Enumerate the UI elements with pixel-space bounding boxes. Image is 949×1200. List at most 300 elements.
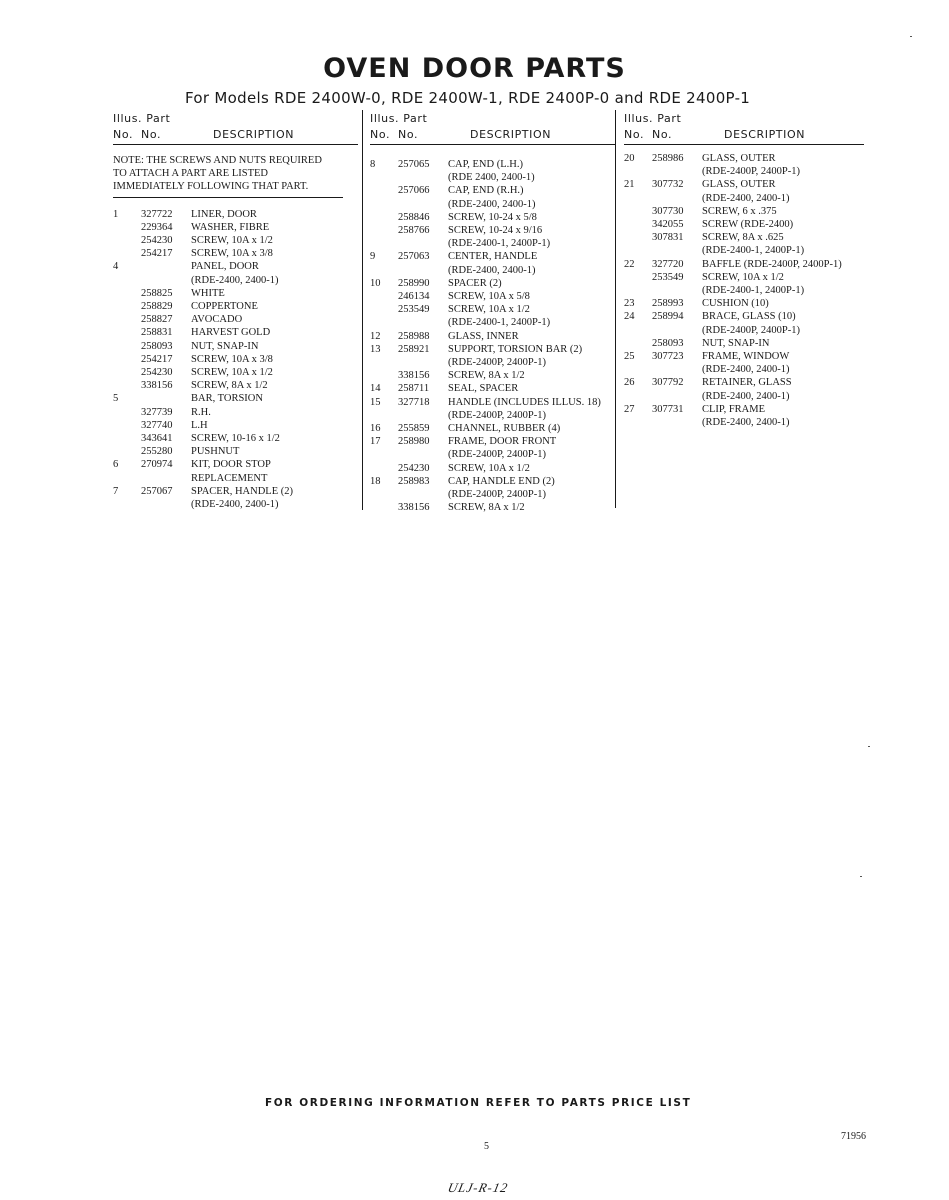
part-number — [398, 356, 448, 369]
illus-number — [624, 205, 652, 218]
scan-speck — [860, 876, 862, 877]
part-row — [370, 198, 615, 211]
illus-number: 12 — [370, 330, 381, 342]
illus-number — [370, 316, 398, 329]
header-part-no: No. — [141, 128, 162, 141]
part-row — [624, 403, 864, 416]
part-row — [624, 310, 864, 323]
part-number: 270974 — [141, 459, 173, 471]
illus-number — [370, 303, 398, 316]
part-number: 258827 — [141, 314, 173, 326]
illus-number — [370, 501, 398, 514]
part-description: SCREW, 10A x 1/2 — [191, 235, 273, 247]
part-row — [624, 416, 864, 429]
header-rule — [624, 144, 864, 145]
part-number — [398, 264, 448, 277]
part-row — [370, 277, 615, 290]
header-description: DESCRIPTION — [470, 128, 552, 141]
part-row — [370, 303, 615, 316]
part-row — [370, 250, 615, 263]
illus-number — [624, 192, 652, 205]
part-number: 258988 — [398, 330, 430, 342]
part-description: SCREW, 10A x 5/8 — [448, 291, 530, 303]
illus-number — [113, 247, 141, 260]
part-row — [113, 300, 358, 313]
part-description: (RDE-2400, 2400-1) — [702, 364, 790, 376]
illus-number — [370, 184, 398, 197]
illus-number — [113, 221, 141, 234]
note-line: NOTE: THE SCREWS AND NUTS REQUIRED — [113, 155, 322, 166]
part-number: 327720 — [652, 258, 684, 270]
part-description: SCREW, 8A x 1/2 — [448, 502, 525, 514]
part-row — [624, 390, 864, 403]
part-description: SUPPORT, TORSION BAR (2) — [448, 343, 583, 355]
column-divider — [615, 110, 616, 508]
illus-number — [113, 340, 141, 353]
part-description: (RDE-2400-1, 2400P-1) — [702, 245, 805, 257]
part-row — [113, 247, 358, 260]
part-number: 258829 — [141, 301, 173, 313]
part-number: 257066 — [398, 185, 430, 197]
part-row — [370, 184, 615, 197]
page-subtitle: For Models RDE 2400W-0, RDE 2400W-1, RDE 2400P-0 and RDE 2400P-1 — [185, 89, 751, 107]
part-row — [113, 208, 358, 221]
part-row — [624, 376, 864, 389]
part-number — [652, 390, 702, 403]
part-description: SCREW, 10-24 x 9/16 — [448, 225, 543, 237]
part-row — [113, 353, 358, 366]
part-number: 327722 — [141, 208, 173, 220]
part-number: 257065 — [398, 159, 430, 170]
part-number — [398, 171, 448, 184]
part-number: 255280 — [141, 446, 173, 458]
part-row — [370, 475, 615, 488]
part-row — [370, 211, 615, 224]
part-description: GLASS, OUTER — [702, 153, 776, 164]
illus-number — [624, 324, 652, 337]
part-row — [370, 462, 615, 475]
part-number: 258993 — [652, 298, 684, 310]
part-description: NUT, SNAP-IN — [702, 337, 770, 349]
part-row — [370, 435, 615, 448]
part-row — [370, 290, 615, 303]
part-description: (RDE-2400-1, 2400P-1) — [448, 317, 551, 329]
illus-number — [113, 234, 141, 247]
part-number: 257067 — [141, 485, 173, 497]
illus-number — [113, 274, 141, 287]
part-row — [370, 501, 615, 514]
part-description: (RDE-2400-1, 2400P-1) — [702, 285, 805, 297]
illus-number — [113, 445, 141, 458]
part-number: 258846 — [398, 211, 430, 223]
part-number: 258766 — [398, 225, 430, 237]
part-row — [113, 326, 358, 339]
part-row — [113, 366, 358, 379]
part-row — [113, 498, 358, 511]
part-description: GLASS, INNER — [448, 330, 519, 342]
part-description: SCREW, 10-24 x 5/8 — [448, 211, 537, 223]
part-description: COPPERTONE — [191, 301, 258, 313]
illus-number: 14 — [370, 383, 381, 395]
part-description: WHITE — [191, 287, 225, 299]
part-number: 307730 — [652, 205, 684, 217]
illus-number — [113, 326, 141, 339]
column-header — [624, 108, 864, 146]
part-description: CHANNEL, RUBBER (4) — [448, 423, 561, 435]
header-rule — [113, 144, 358, 145]
part-description: SCREW, 8A x .625 — [702, 232, 784, 244]
illus-number — [113, 379, 141, 392]
illus-number: 27 — [624, 403, 635, 415]
part-row — [113, 406, 358, 419]
illus-number — [624, 244, 652, 257]
part-row — [624, 231, 864, 244]
part-row — [370, 396, 615, 409]
illus-number — [113, 300, 141, 313]
part-number: 254230 — [141, 367, 173, 379]
illus-number: 1 — [113, 208, 119, 220]
part-description: CLIP, FRAME — [702, 403, 766, 415]
part-row — [113, 419, 358, 432]
part-number: 254217 — [141, 353, 173, 365]
part-number — [652, 192, 702, 205]
part-number: 307723 — [652, 351, 684, 363]
part-description: L.H — [191, 419, 208, 431]
part-number: 307831 — [652, 232, 684, 244]
part-row — [370, 409, 615, 422]
part-number: 254217 — [141, 248, 173, 260]
part-row — [624, 178, 864, 191]
part-description: GLASS, OUTER — [702, 179, 776, 191]
parts-list — [370, 158, 615, 514]
illus-number — [113, 498, 141, 511]
part-description: SPACER, HANDLE (2) — [191, 485, 293, 497]
illus-number: 25 — [624, 351, 635, 363]
illus-number — [113, 432, 141, 445]
part-description: (RDE-2400P, 2400P-1) — [448, 357, 547, 369]
part-number: 327740 — [141, 419, 173, 431]
part-description: KIT, DOOR STOP — [191, 459, 271, 471]
illus-number: 23 — [624, 298, 635, 310]
page-title: OVEN DOOR PARTS — [323, 53, 626, 84]
note-line: TO ATTACH A PART ARE LISTED — [113, 168, 268, 180]
illus-number — [113, 366, 141, 379]
part-row — [624, 165, 864, 178]
illus-number: 8 — [370, 159, 376, 170]
part-row — [113, 392, 358, 405]
illus-number — [113, 406, 141, 419]
illus-number — [624, 231, 652, 244]
illus-number — [370, 369, 398, 382]
part-row — [370, 356, 615, 369]
part-row — [624, 324, 864, 337]
part-description: NUT, SNAP-IN — [191, 340, 259, 352]
part-description: SCREW, 10A x 3/8 — [191, 353, 273, 365]
illus-number — [624, 363, 652, 376]
part-number: 258994 — [652, 311, 684, 323]
part-number: 258711 — [398, 383, 430, 395]
illus-number — [624, 218, 652, 231]
part-number — [652, 244, 702, 257]
column-header — [113, 108, 358, 146]
illus-number — [624, 416, 652, 429]
part-row — [113, 485, 358, 498]
header-part-no: No. — [652, 128, 673, 141]
scan-speck — [910, 36, 912, 37]
part-row — [370, 264, 615, 277]
illus-number — [370, 211, 398, 224]
part-number: 258921 — [398, 343, 430, 355]
part-description: SCREW, 10A x 3/8 — [191, 248, 273, 260]
part-description: (RDE-2400, 2400-1) — [448, 198, 536, 210]
header-illus-part: Illus. Part — [370, 112, 428, 125]
illus-number: 16 — [370, 423, 381, 435]
part-row — [624, 152, 864, 165]
illus-number — [624, 165, 652, 178]
part-row — [113, 221, 358, 234]
part-row — [624, 297, 864, 310]
illus-number — [370, 448, 398, 461]
part-row — [624, 244, 864, 257]
illus-number — [624, 271, 652, 284]
part-number — [398, 198, 448, 211]
illus-number — [113, 287, 141, 300]
part-row — [370, 171, 615, 184]
part-number: 258983 — [398, 475, 430, 487]
part-row — [624, 205, 864, 218]
illus-number: 5 — [113, 393, 119, 405]
part-number: 327718 — [398, 396, 430, 408]
part-row — [624, 218, 864, 231]
header-part-no: No. — [398, 128, 419, 141]
part-number — [141, 392, 191, 405]
part-description: FRAME, WINDOW — [702, 351, 790, 363]
part-description: SCREW (RDE-2400) — [702, 219, 794, 231]
part-description: (RDE-2400, 2400-1) — [702, 417, 790, 429]
illus-number: 9 — [370, 251, 376, 263]
header-description: DESCRIPTION — [213, 128, 295, 141]
part-row — [370, 158, 615, 171]
column-header — [370, 108, 615, 146]
part-number — [398, 409, 448, 422]
header-illus-part: Illus. Part — [624, 112, 682, 125]
part-number: 258825 — [141, 287, 173, 299]
part-number — [141, 472, 191, 485]
illus-number: 24 — [624, 311, 635, 323]
illus-number: 22 — [624, 258, 635, 270]
part-description: SCREW, 8A x 1/2 — [191, 380, 268, 392]
header-illus-part: Illus. Part — [113, 112, 171, 125]
part-row — [370, 382, 615, 395]
part-row — [370, 488, 615, 501]
note-line: IMMEDIATELY FOLLOWING THAT PART. — [113, 181, 309, 193]
scan-speck — [868, 746, 870, 747]
illus-number — [624, 284, 652, 297]
document-code: 71956 — [841, 1131, 866, 1142]
header-illus-no: No. — [624, 128, 645, 141]
part-description: BAFFLE (RDE-2400P, 2400P-1) — [702, 258, 842, 270]
part-number: 338156 — [398, 370, 430, 382]
part-row — [113, 472, 358, 485]
part-number: 246134 — [398, 291, 430, 303]
part-description: SCREW, 10A x 1/2 — [191, 367, 273, 379]
header-rule — [370, 144, 615, 145]
part-row — [113, 313, 358, 326]
illus-number: 26 — [624, 377, 635, 389]
part-number: 257063 — [398, 251, 430, 263]
part-row — [370, 316, 615, 329]
illus-number: 4 — [113, 261, 119, 273]
part-number — [398, 488, 448, 501]
part-number: 255859 — [398, 423, 430, 435]
part-description: (RDE-2400, 2400-1) — [191, 499, 279, 511]
part-row — [370, 330, 615, 343]
part-description: SCREW, 10A x 1/2 — [448, 462, 530, 474]
part-row — [370, 422, 615, 435]
part-row — [370, 343, 615, 356]
part-number — [141, 498, 191, 511]
part-description: (RDE 2400, 2400-1) — [448, 172, 535, 184]
part-description: AVOCADO — [191, 314, 243, 326]
part-description: R.H. — [191, 406, 211, 418]
part-description: (RDE-2400-1, 2400P-1) — [448, 238, 551, 250]
part-number: 338156 — [398, 502, 430, 514]
part-description: BRACE, GLASS (10) — [702, 311, 796, 323]
ordering-note: FOR ORDERING INFORMATION REFER TO PARTS PRICE LIST — [265, 1097, 692, 1109]
illus-number — [370, 224, 398, 237]
parts-list — [624, 152, 864, 429]
part-description: CAP, HANDLE END (2) — [448, 475, 555, 487]
illus-number — [370, 356, 398, 369]
part-description: PUSHNUT — [191, 446, 240, 458]
part-row — [113, 445, 358, 458]
part-description: PANEL, DOOR — [191, 261, 259, 273]
illus-number: 15 — [370, 396, 381, 408]
part-number: 253549 — [652, 271, 684, 283]
part-number: 307792 — [652, 377, 684, 389]
part-description: (RDE-2400P, 2400P-1) — [702, 324, 801, 336]
parts-column-1 — [113, 108, 358, 511]
illus-number — [370, 290, 398, 303]
illus-number — [624, 337, 652, 350]
illus-number: 13 — [370, 343, 381, 355]
part-number: 258093 — [141, 340, 173, 352]
part-number: 258980 — [398, 436, 430, 448]
part-description: RETAINER, GLASS — [702, 377, 792, 389]
illus-number — [370, 409, 398, 422]
header-description: DESCRIPTION — [724, 128, 806, 141]
part-description: (RDE-2400, 2400-1) — [702, 390, 790, 402]
part-description: (RDE-2400P, 2400P-1) — [448, 409, 547, 421]
part-description: HANDLE (INCLUDES ILLUS. 18) — [448, 396, 601, 408]
part-number — [398, 237, 448, 250]
illus-number — [370, 264, 398, 277]
column-divider — [362, 110, 363, 510]
part-number: 258990 — [398, 277, 430, 289]
part-number — [652, 416, 702, 429]
screws-note — [113, 154, 358, 198]
parts-column-2 — [370, 108, 615, 514]
illus-number — [370, 462, 398, 475]
header-illus-no: No. — [370, 128, 391, 141]
part-row — [624, 284, 864, 297]
parts-list — [113, 208, 358, 512]
part-description: (RDE-2400, 2400-1) — [702, 192, 790, 204]
part-row — [113, 287, 358, 300]
part-number — [141, 260, 191, 273]
part-row — [113, 432, 358, 445]
part-row — [370, 369, 615, 382]
part-description: SEAL, SPACER — [448, 383, 519, 395]
part-description: (RDE-2400, 2400-1) — [448, 264, 536, 276]
part-description: (RDE-2400, 2400-1) — [191, 274, 279, 286]
part-number: 307732 — [652, 179, 684, 191]
part-description: REPLACEMENT — [191, 472, 268, 484]
illus-number — [370, 237, 398, 250]
part-row — [113, 274, 358, 287]
part-description: HARVEST GOLD — [191, 327, 271, 339]
part-number: 307731 — [652, 403, 684, 415]
illus-number: 21 — [624, 179, 635, 191]
part-row — [370, 224, 615, 237]
part-number — [652, 284, 702, 297]
part-number: 258986 — [652, 153, 684, 164]
header-illus-no: No. — [113, 128, 134, 141]
part-description: SPACER (2) — [448, 277, 502, 289]
part-description: CENTER, HANDLE — [448, 251, 538, 263]
page-number: 5 — [484, 1141, 489, 1152]
part-number — [652, 324, 702, 337]
part-number: 258093 — [652, 337, 684, 349]
part-row — [624, 271, 864, 284]
part-number: 338156 — [141, 380, 173, 392]
part-number — [141, 274, 191, 287]
part-number: 342055 — [652, 219, 684, 231]
part-number: 254230 — [398, 462, 430, 474]
illus-number: 20 — [624, 153, 635, 164]
part-description: BAR, TORSION — [191, 393, 263, 405]
illus-number: 17 — [370, 436, 381, 448]
part-description: SCREW, 8A x 1/2 — [448, 370, 525, 382]
parts-column-3 — [624, 108, 864, 429]
illus-number: 7 — [113, 485, 119, 497]
part-number — [398, 448, 448, 461]
part-row — [113, 260, 358, 273]
part-row — [113, 458, 358, 471]
part-number: 343641 — [141, 433, 173, 445]
illus-number: 6 — [113, 459, 119, 471]
part-row — [624, 258, 864, 271]
illus-number — [113, 472, 141, 485]
part-description: SCREW, 6 x .375 — [702, 205, 777, 217]
part-row — [624, 363, 864, 376]
part-row — [113, 234, 358, 247]
illus-number — [113, 313, 141, 326]
part-description: CAP, END (L.H.) — [448, 159, 523, 170]
part-description: (RDE-2400P, 2400P-1) — [448, 489, 547, 501]
part-number: 258831 — [141, 327, 173, 339]
part-description: LINER, DOOR — [191, 208, 257, 220]
part-description: SCREW, 10A x 1/2 — [702, 271, 784, 283]
illus-number — [624, 390, 652, 403]
illus-number: 10 — [370, 277, 381, 289]
part-description: SCREW, 10A x 1/2 — [448, 304, 530, 316]
part-number: 327739 — [141, 406, 173, 418]
part-row — [624, 192, 864, 205]
illus-number: 18 — [370, 475, 381, 487]
part-description: CUSHION (10) — [702, 298, 769, 310]
part-number: 253549 — [398, 304, 430, 316]
